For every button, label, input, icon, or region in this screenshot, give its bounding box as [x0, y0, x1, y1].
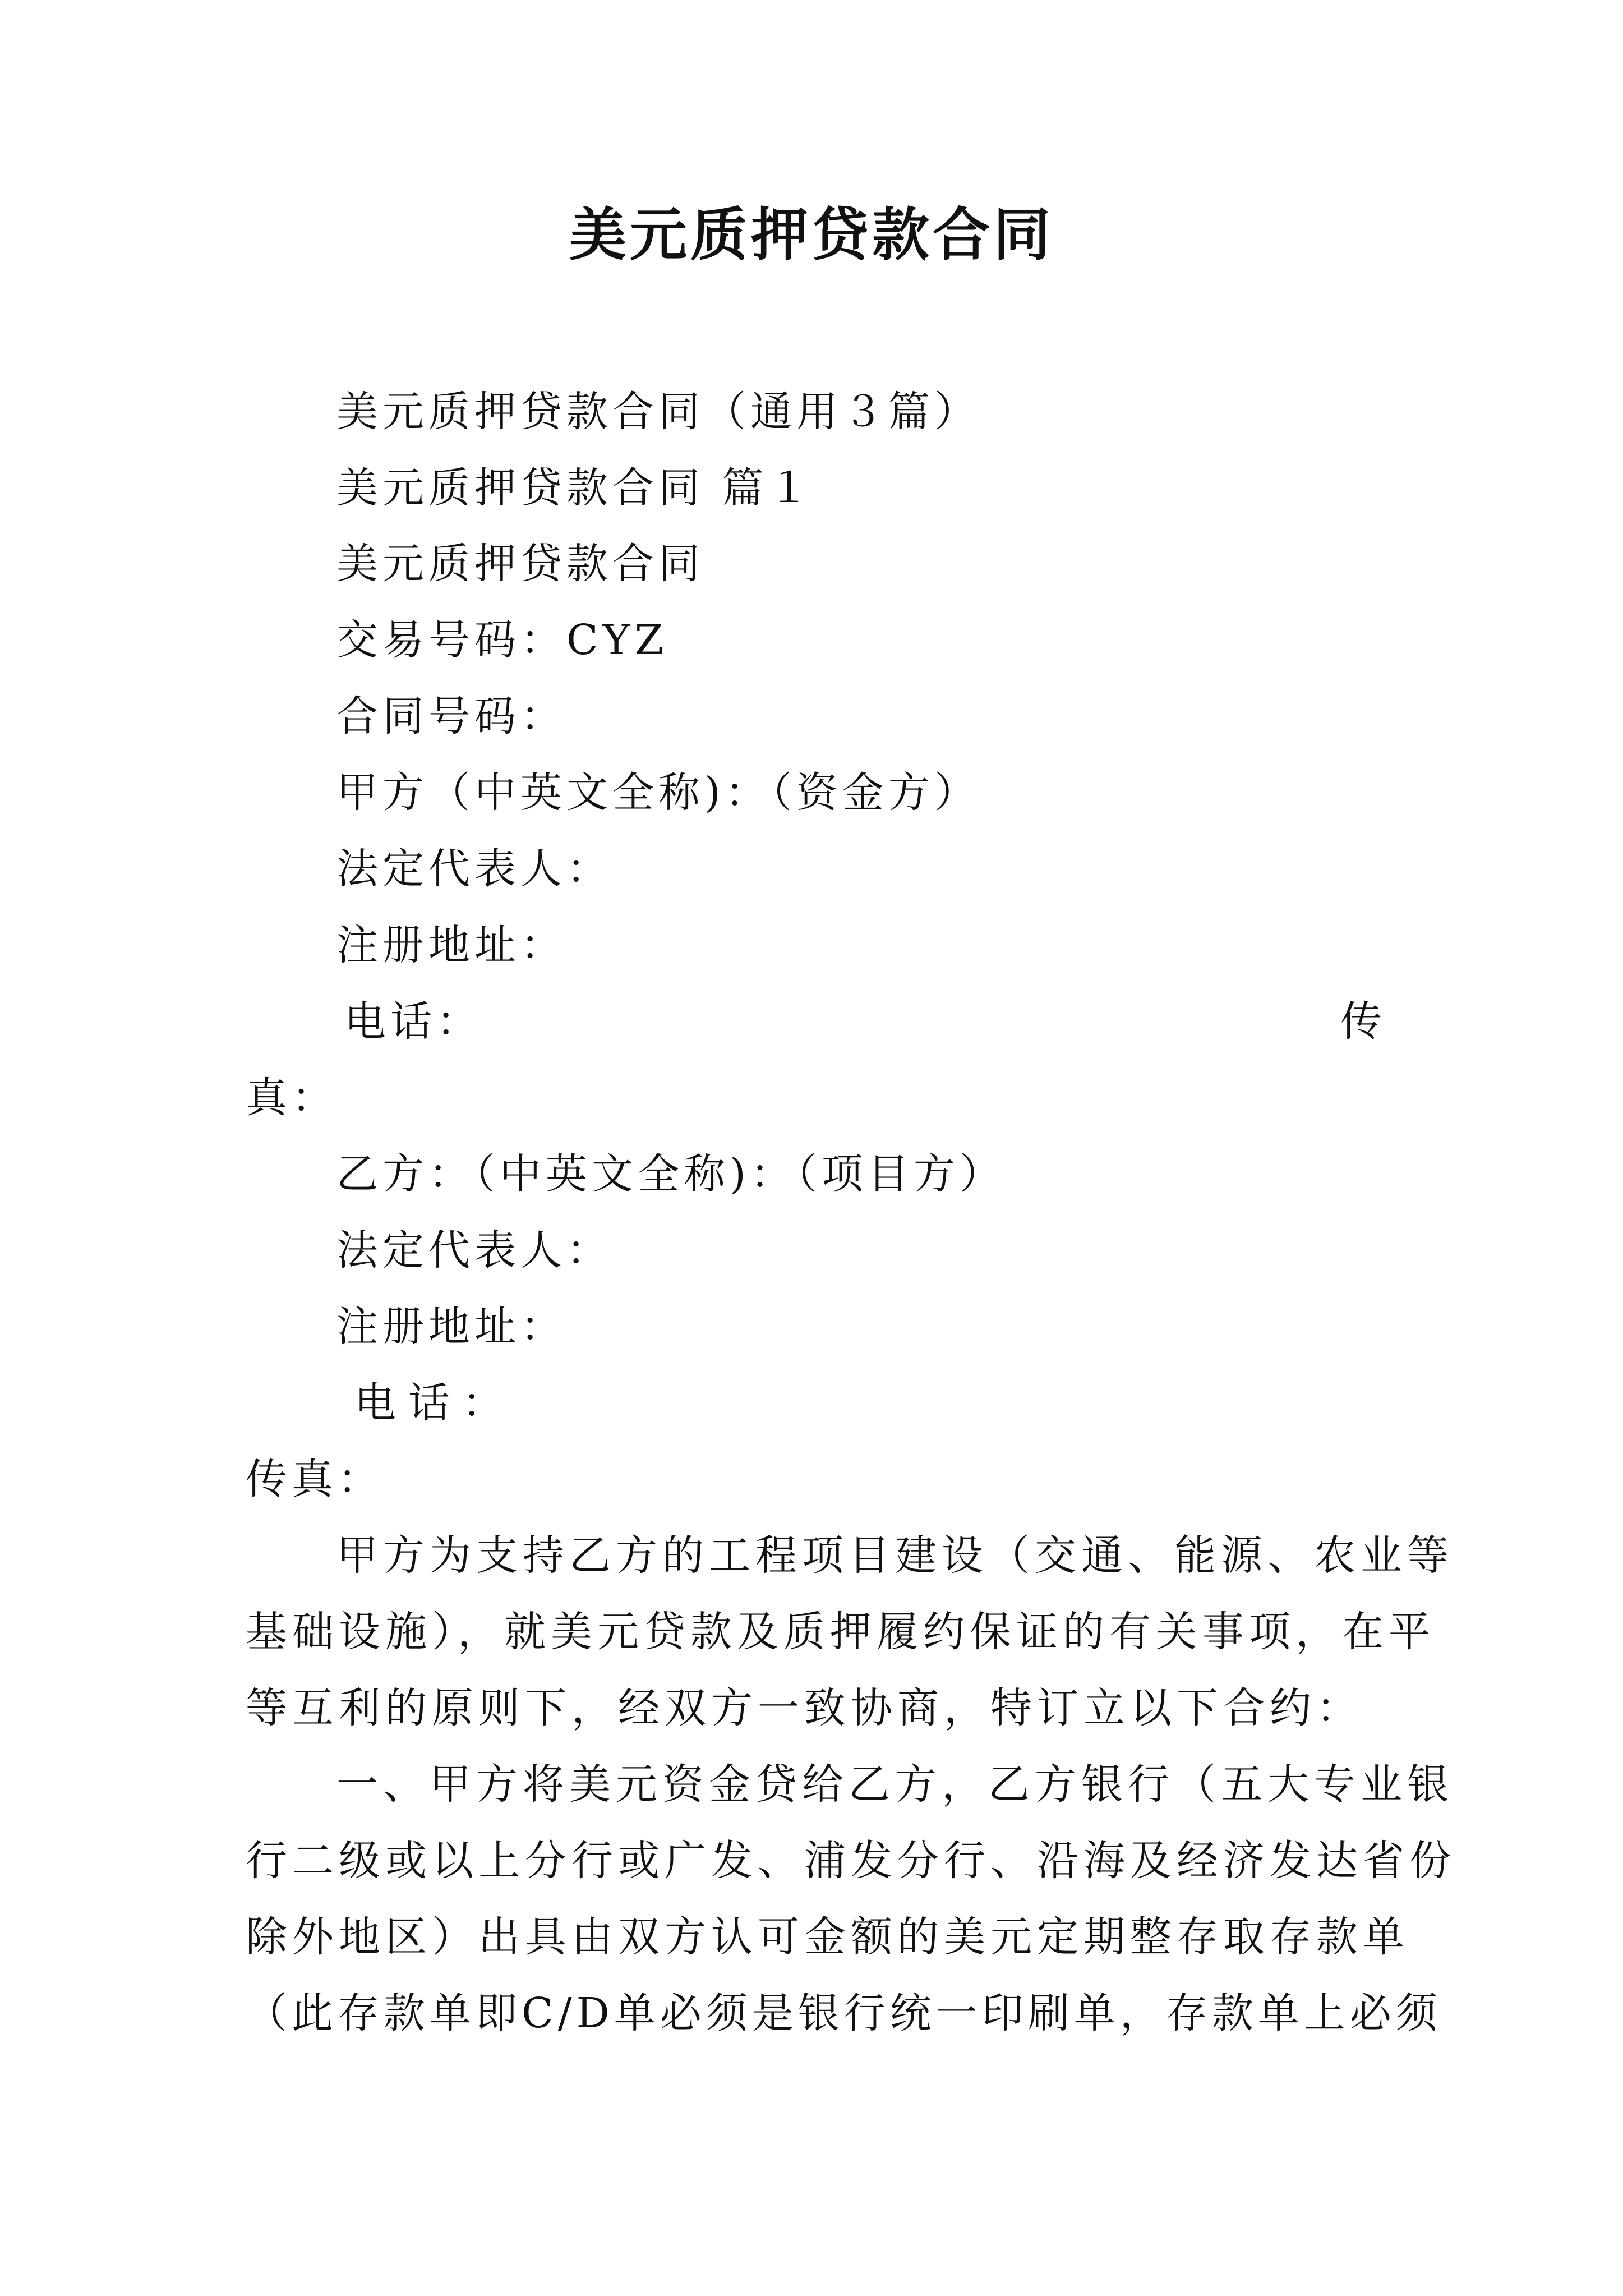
transaction-number-field: 交易号码：CYZ — [336, 616, 668, 664]
preamble-line-2: 基础设施），就美元贷款及质押履约保证的有关事项，在平 — [246, 1608, 1435, 1656]
clause-1-line-1: 一、甲方将美元资金贷给乙方，乙方银行（五大专业银 — [336, 1760, 1454, 1809]
clause-1-line-3: 除外地区）出具由双方认可金额的美元定期整存取存款单 — [246, 1913, 1409, 1961]
party-b-fax-field: 传真： — [246, 1455, 384, 1503]
party-a-address-field: 注册地址： — [336, 921, 566, 969]
clause-1-line-2: 行二级或以上分行或广发、浦发分行、沿海及经济发达省份 — [246, 1837, 1456, 1885]
preamble-line-1: 甲方为支持乙方的工程项目建设（交通、能源、农业等 — [336, 1531, 1454, 1580]
preamble-line-3: 等互利的原则下，经双方一致协商，特订立以下合约： — [246, 1684, 1363, 1732]
party-a-fax-label-end: 真： — [246, 1074, 338, 1122]
party-a-legal-rep-field: 法定代表人： — [336, 845, 612, 893]
article-heading: 美元质押贷款合同 篇１ — [336, 464, 814, 512]
clause-1-line-4: （此存款单即C/D单必须是银行统一印刷单，存款单上必须 — [246, 1989, 1442, 2037]
collection-title: 美元质押贷款合同（通用３篇） — [336, 388, 980, 436]
document-title: 美元质押贷款合同 — [569, 202, 1054, 269]
party-b-phone-field: 电话： — [354, 1379, 516, 1427]
party-b-legal-rep-field: 法定代表人： — [336, 1226, 612, 1274]
party-a-name-field: 甲方（中英文全称)：（资金方） — [336, 769, 980, 817]
party-a-phone-field: 电话： — [344, 997, 482, 1046]
contract-number-field: 合同号码： — [336, 692, 566, 740]
party-a-fax-label-start: 传 — [1340, 997, 1386, 1046]
party-b-name-field: 乙方：（中英文全称)：（项目方） — [336, 1150, 1006, 1198]
party-b-address-field: 注册地址： — [336, 1303, 566, 1351]
contract-name: 美元质押贷款合同 — [336, 540, 704, 588]
